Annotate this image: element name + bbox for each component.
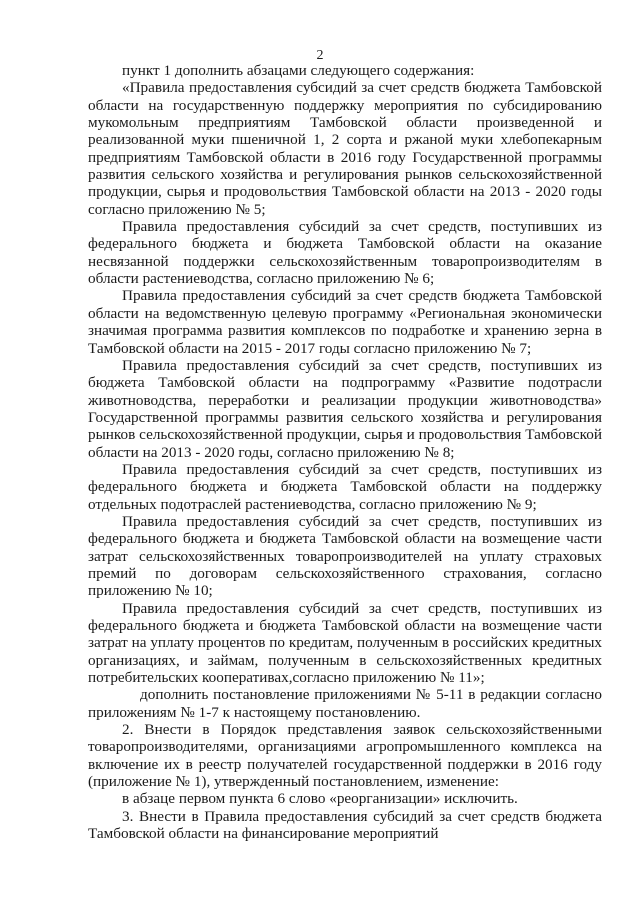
paragraph-rule-8: Правила предоставления субсидий за счет средств, поступивших из бюджета Тамбовской области на подпрограмму «Развитие подотрасли животноводства, переработки и реализации продукции животноводства» Государственной программы развития сельского хозяйства и регулирования рынков сельскохозяйственной продукции, сырья и продовольствия Тамбовской области на 2013 - 2020 годы, согласно приложению № 8; (88, 356, 602, 461)
paragraph-rule-9: Правила предоставления субсидий за счет средств, поступивших из федерального бюджета и бюджета Тамбовской области на поддержку отдельных подотраслей растениеводства, согласно приложению № 9; (88, 460, 602, 513)
page-number: 2 (316, 48, 324, 63)
paragraph-rule-7: Правила предоставления субсидий за счет средств бюджета Тамбовской области на ведомственную целевую программу «Региональная экономически значимая программа развития комплексов по подработке и хранению зерна в Тамбовской области на 2015 - 2017 годы согласно приложению № 7; (88, 287, 602, 357)
paragraph-rule-11: Правила предоставления субсидий за счет средств, поступивших из федерального бюджета и бюджета Тамбовской области на возмещение части затрат на уплату процентов по кредитам, полученным в российских кредитных организациях, и займам, полученным в сельскохозяйственных кредитных потребительских кооперативах,согласно приложению № 11»; (88, 599, 602, 687)
document-body (88, 62, 602, 842)
paragraph-item-3: 3. Внести в Правила предоставления субсидий за счет средств бюджета Тамбовской области на финансирование мероприятий (88, 807, 602, 843)
paragraph-item-2: 2. Внести в Порядок представления заявок сельскохозяйственными товаропроизводителями, организациями агропромышленного комплекса на включение их в реестр получателей государственной поддержки в 2016 году (приложение № 1), утвержденный постановлением, изменение: (88, 721, 602, 791)
paragraph-item-2-change: в абзаце первом пункта 6 слово «реорганизации» исключить. (122, 790, 518, 808)
paragraph-rule-10: Правила предоставления субсидий за счет средств, поступивших из федерального бюджета и бюджета Тамбовской области на возмещение части затрат сельскохозяйственных товаропроизводителей на уплату страховых премий по договорам сельскохозяйственного страхования, согласно приложению № 10; (88, 512, 602, 600)
paragraph-supplement: дополнить постановление приложениями № 5-11 в редакции согласно приложениям № 1-7 к настоящему постановлению. (88, 686, 602, 721)
paragraph-rule-5: «Правила предоставления субсидий за счет средств бюджета Тамбовской области на государственную поддержку мероприятия по субсидированию мукомольным предприятиям Тамбовской области произведенной и реализованной муки пшеничной 1, 2 сорта и ржаной муки хлебопекарным предприятиям Тамбовской области в 2016 году Государственной программы развития сельского хозяйства и регулирования рынков сельскохозяйственной продукции, сырья и продовольствия Тамбовской области на 2013 - 2020 годы согласно приложению № 5; (88, 79, 602, 218)
paragraph-intro: пункт 1 дополнить абзацами следующего содержания: (122, 62, 475, 79)
paragraph-rule-6: Правила предоставления субсидий за счет средств, поступивших из федерального бюджета и бюджета Тамбовской области на оказание несвязанной поддержки сельскохозяйственным товаропроизводителям в области растениеводства, согласно приложению № 6; (88, 218, 602, 288)
